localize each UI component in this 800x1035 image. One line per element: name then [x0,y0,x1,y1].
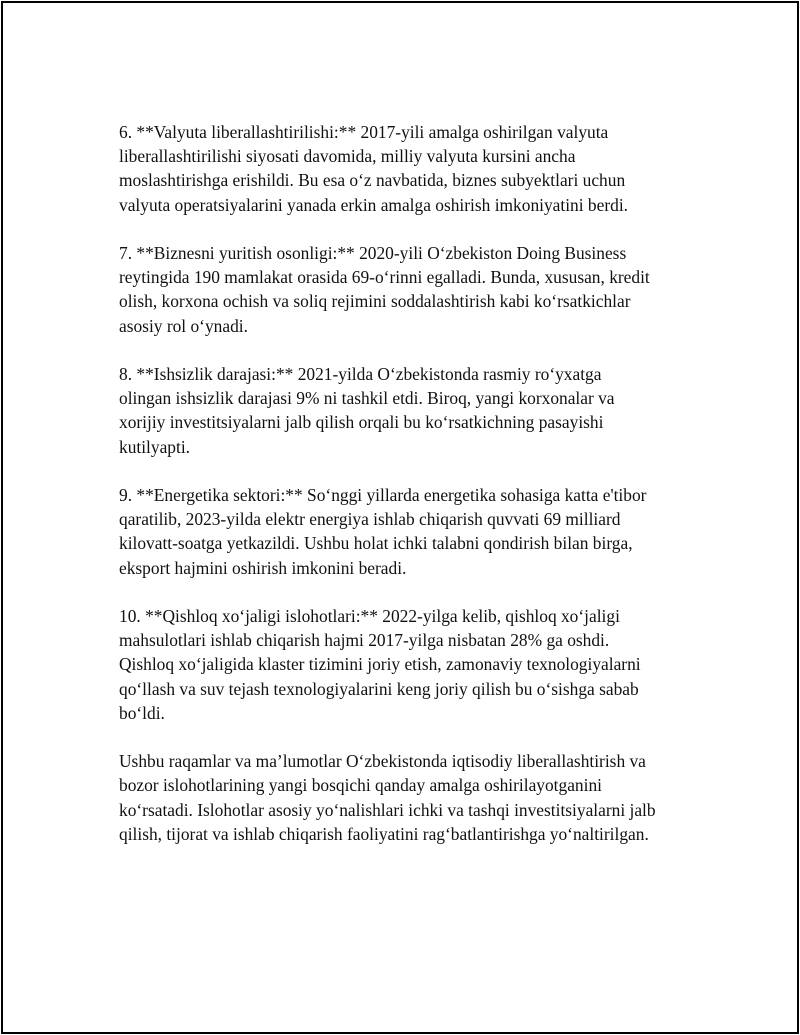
paragraph-conclusion [119,749,709,846]
paragraph-line: olingan ishsizlik darajasi 9% ni tashkil etdi. Biroq, yangi korxonalar va [119,388,615,409]
paragraph-ishsizlik [119,362,709,459]
paragraph-line: mahsulotlari ishlab chiqarish hajmi 2017-yilga nisbatan 28% ga oshdi. [119,630,610,651]
paragraph-qishloq [119,604,709,725]
paragraph-line: 8. **Ishsizlik darajasi:** 2021-yilda O‘zbekistonda rasmiy ro‘yxatga [119,364,602,384]
paragraph-line: 9. **Energetika sektori:** So‘nggi yillarda energetika sohasiga katta e'tibor [119,485,647,505]
paragraph-line: 6. **Valyuta liberallashtirilishi:** 2017-yili amalga oshirilgan valyuta [119,122,609,142]
paragraph-line: xorijiy investitsiyalarni jalb qilish orqali bu ko‘rsatkichning pasayishi [119,412,604,433]
paragraph-line: 7. **Biznesni yuritish osonligi:** 2020-yili O‘zbekiston Doing Business [119,243,627,263]
paragraph-line: liberallashtirilishi siyosati davomida, milliy valyuta kursini ancha [119,146,576,167]
paragraph-line: moslashtirishga erishildi. Bu esa o‘z navbatida, biznes subyektlari uchun [119,170,626,191]
paragraph-line: bozor islohotlarining yangi bosqichi qanday amalga oshirilayotganini [119,775,602,796]
paragraph-line: reytingida 190 mamlakat orasida 69-o‘rinni egalladi. Bunda, xususan, kredit [119,267,650,288]
paragraph-line: ko‘rsatadi. Islohotlar asosiy yo‘nalishlari ichki va tashqi investitsiyalarni jalb [119,799,656,820]
paragraph-line: Qishloq xo‘jaligida klaster tizimini joriy etish, zamonaviy texnologiyalarni [119,654,641,675]
paragraph-line: kutilyapti. [119,436,191,457]
paragraph-line: qo‘llash va suv tejash texnologiyalarini keng joriy qilish bu o‘sishga sabab [119,678,639,699]
document-body [119,120,709,870]
paragraph-line: Ushbu raqamlar va ma’lumotlar O‘zbekistonda iqtisodiy liberallashtirish va [119,751,646,772]
paragraph-line: valyuta operatsiyalarini yanada erkin amalga oshirish imkoniyatini berdi. [119,194,629,215]
paragraph-line: 10. **Qishloq xo‘jaligi islohotlari:** 2022-yilga kelib, qishloq xo‘jaligi [119,606,620,626]
paragraph-line: eksport hajmini oshirish imkonini beradi. [119,557,407,578]
paragraph-line: asosiy rol o‘ynadi. [119,315,248,336]
paragraph-biznes [119,241,709,338]
paragraph-valyuta [119,120,709,217]
paragraph-energetika [119,483,709,580]
paragraph-line: qaratilib, 2023-yilda elektr energiya ishlab chiqarish quvvati 69 milliard [119,509,621,530]
paragraph-line: qilish, tijorat va ishlab chiqarish faoliyatini rag‘batlantirishga yo‘naltirilgan. [119,823,649,844]
paragraph-line: bo‘ldi. [119,702,165,723]
paragraph-line: kilovatt-soatga yetkazildi. Ushbu holat ichki talabni qondirish bilan birga, [119,533,633,554]
document-page [1,1,799,1034]
paragraph-line: olish, korxona ochish va soliq rejimini soddalashtirish kabi ko‘rsatkichlar [119,291,631,312]
